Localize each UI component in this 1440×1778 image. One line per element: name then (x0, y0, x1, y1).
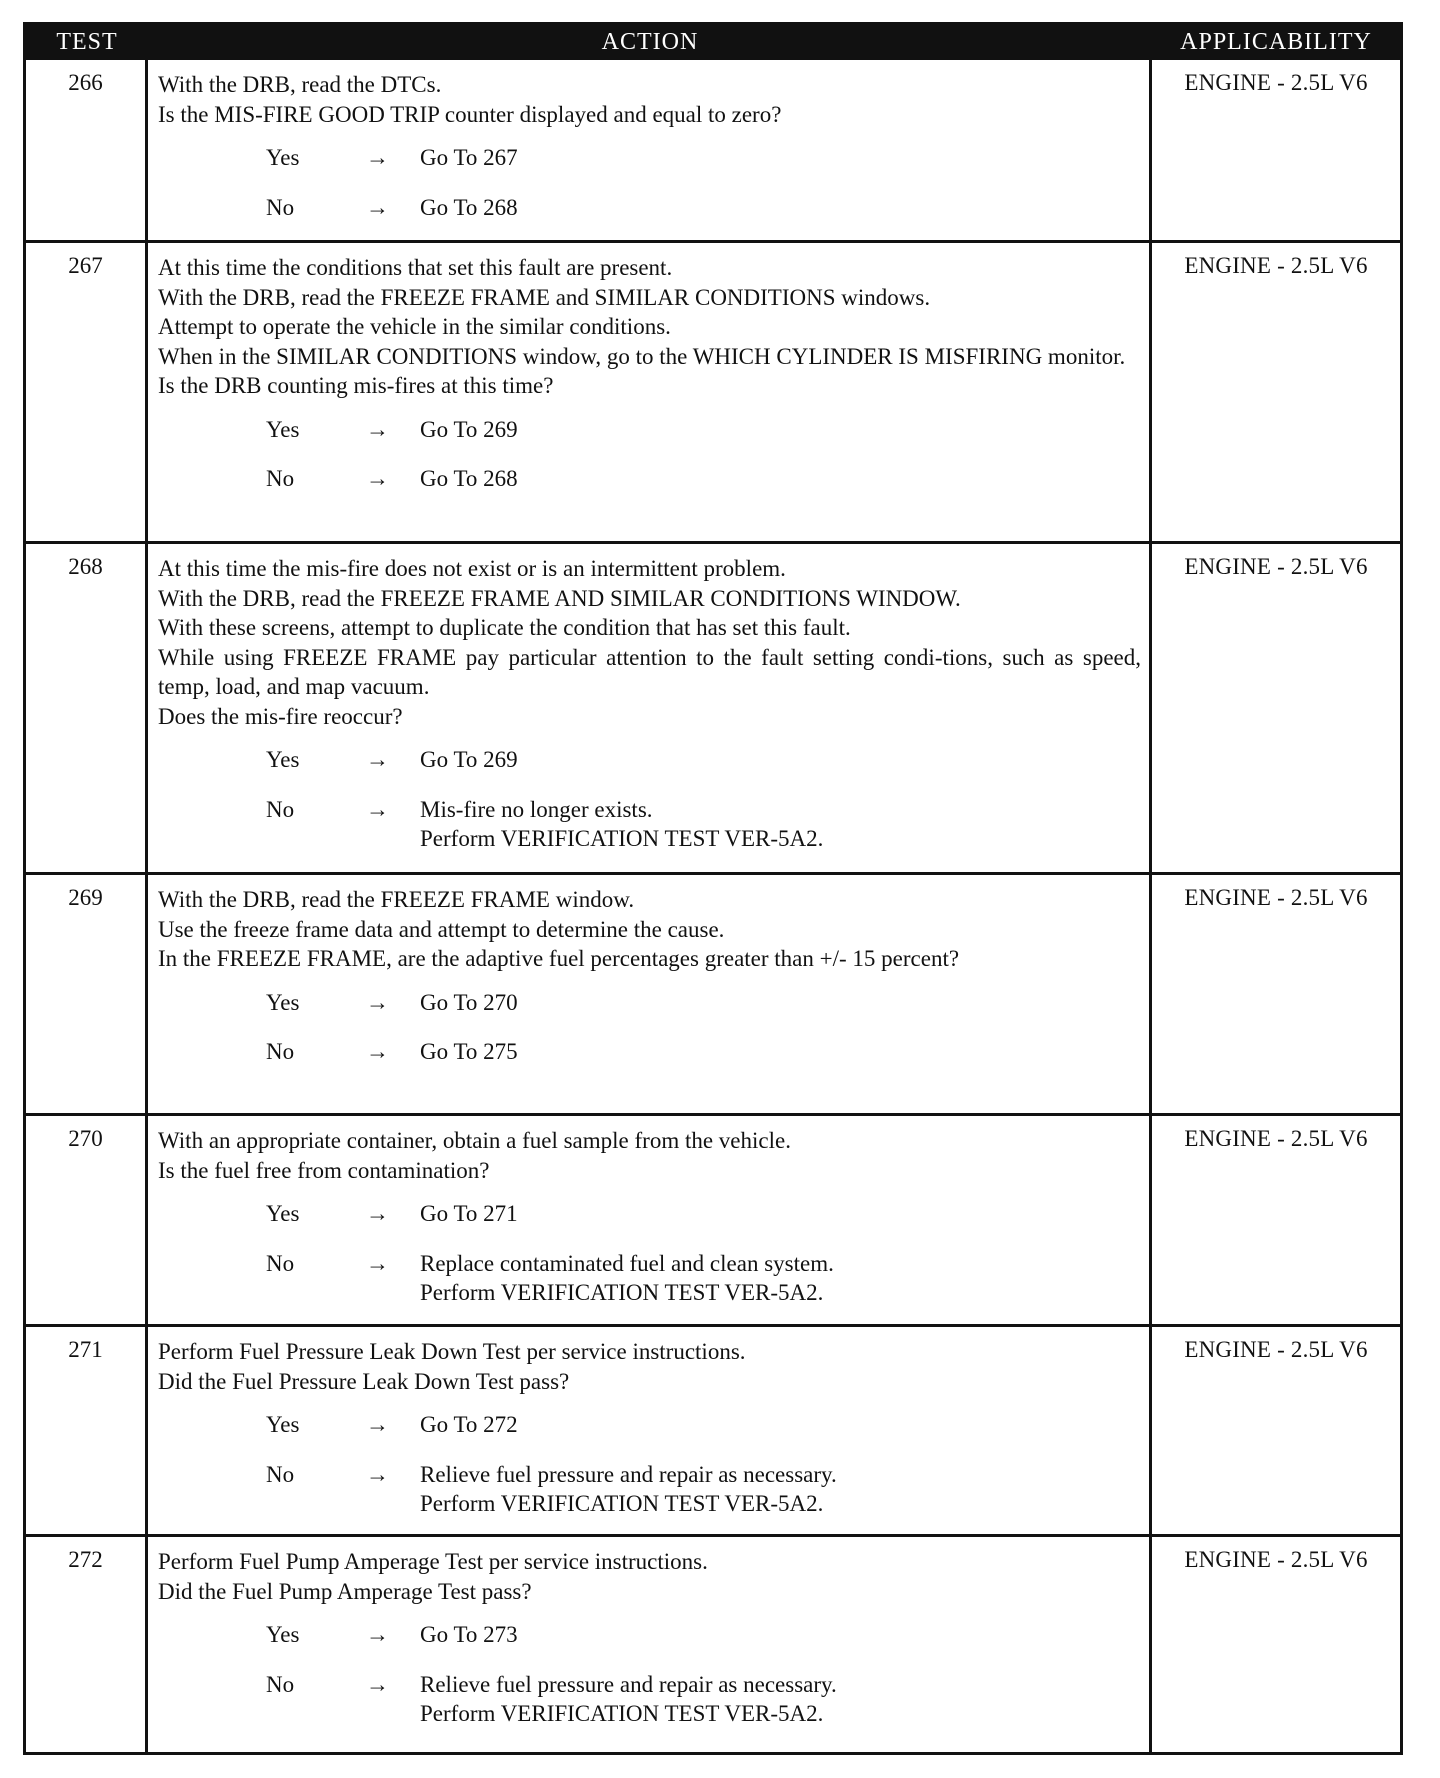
arrow-right-icon: → (366, 1412, 389, 1437)
outcome-list (158, 143, 1141, 222)
applicability: ENGINE - 2.5L V6 (1184, 1547, 1368, 1572)
action-text: With the DRB, read the FREEZE FRAME AND SIMILAR CONDITIONS WINDOW. (158, 585, 961, 611)
arrow-right-icon: → (366, 1250, 389, 1276)
outcome-label: No (266, 466, 295, 491)
action-cell (148, 243, 1152, 541)
outcome-list (158, 988, 1141, 1067)
action-cell (148, 60, 1152, 242)
arrow-right-icon: → (366, 989, 389, 1015)
outcome-result (420, 745, 1141, 775)
outcome-result (420, 143, 1141, 173)
action-text: Perform Fuel Pump Amperage Test per service instructions. (158, 1549, 708, 1574)
arrow-right-icon: → (366, 466, 389, 491)
header-action: ACTION (601, 29, 699, 55)
result-text: Go To 268 (420, 466, 518, 491)
result-text: Relieve fuel pressure and repair as necessary. (420, 1461, 837, 1487)
outcome-label: No (266, 1461, 295, 1487)
applicability: ENGINE - 2.5L V6 (1184, 554, 1368, 579)
table-row (26, 872, 1400, 1113)
applicability: ENGINE - 2.5L V6 (1184, 1126, 1368, 1151)
applicability: ENGINE - 2.5L V6 (1184, 70, 1368, 95)
action-cell (148, 544, 1152, 874)
test-number: 270 (26, 1116, 148, 1328)
action-text: Is the DRB counting mis-fires at this time? (158, 373, 554, 398)
action-text: Attempt to operate the vehicle in the similar conditions. (158, 314, 671, 339)
action-cell (148, 1327, 1152, 1539)
outcome-yes (266, 745, 1141, 775)
outcome-no (266, 1037, 1141, 1067)
outcome-label: Yes (266, 145, 300, 170)
outcome-list (158, 745, 1141, 854)
action-cell (148, 1116, 1152, 1328)
table-header (26, 25, 1400, 60)
outcome-label: Yes (266, 1622, 300, 1647)
outcome-yes (266, 143, 1141, 173)
outcome-list (158, 1620, 1141, 1729)
outcome-result (420, 1199, 1141, 1229)
action-text: With the DRB, read the FREEZE FRAME window. (158, 887, 635, 912)
result-text: Replace contaminated fuel and clean system. (420, 1250, 834, 1276)
table-row (26, 541, 1400, 872)
action-text: With the DRB, read the DTCs. (158, 72, 442, 97)
outcome-no (266, 1670, 1141, 1729)
outcome-no (266, 464, 1141, 494)
result-text: Go To 269 (420, 416, 518, 442)
outcome-label: No (266, 194, 295, 220)
action-text: Is the fuel free from contamination? (158, 1157, 490, 1183)
arrow-right-icon: → (366, 1461, 389, 1487)
outcome-list (158, 415, 1141, 494)
action-text: While using FREEZE FRAME pay particular attention to the fault setting condi-tions, such as speed, temp, load, and map vacuum. (158, 644, 1141, 699)
outcome-no (266, 1249, 1141, 1308)
outcome-result (420, 415, 1141, 445)
arrow-right-icon: → (366, 416, 389, 442)
arrow-right-icon: → (366, 1671, 389, 1697)
outcome-label: No (266, 1250, 295, 1276)
outcome-label: Yes (266, 1412, 300, 1437)
result-text: Relieve fuel pressure and repair as necessary. (420, 1671, 837, 1697)
outcome-result (420, 988, 1141, 1018)
result-text: Go To 269 (420, 747, 518, 772)
arrow-right-icon: → (366, 1622, 389, 1647)
header-test: TEST (56, 29, 118, 55)
action-cell (148, 875, 1152, 1113)
outcome-result (420, 1037, 1141, 1067)
applicability: ENGINE - 2.5L V6 (1184, 885, 1368, 910)
result-text: Go To 267 (420, 145, 518, 170)
outcome-label: No (266, 1671, 295, 1697)
outcome-result (420, 193, 1141, 223)
action-text: With these screens, attempt to duplicate the condition that has set this fault. (158, 615, 851, 640)
header-applicability: APPLICABILITY (1180, 29, 1372, 55)
outcome-label: No (266, 796, 295, 822)
outcome-result (420, 1620, 1141, 1650)
result-text: Perform VERIFICATION TEST VER-5A2. (420, 1491, 824, 1516)
table-row (26, 1113, 1400, 1324)
action-text: At this time the mis-fire does not exist or is an intermittent problem. (158, 556, 786, 581)
result-text: Perform VERIFICATION TEST VER-5A2. (420, 1701, 824, 1726)
outcome-label: No (266, 1039, 295, 1064)
test-number: 271 (26, 1327, 148, 1539)
action-text: With the DRB, read the FREEZE FRAME and SIMILAR CONDITIONS windows. (158, 284, 931, 310)
result-text: Go To 271 (420, 1201, 518, 1226)
test-number: 268 (26, 544, 148, 874)
outcome-label: Yes (266, 747, 300, 772)
test-number: 267 (26, 243, 148, 541)
outcome-yes (266, 988, 1141, 1018)
outcome-result (420, 1410, 1141, 1440)
applicability: ENGINE - 2.5L V6 (1184, 1337, 1368, 1362)
table-row (26, 240, 1400, 541)
outcome-result (420, 464, 1141, 494)
action-text: Perform Fuel Pressure Leak Down Test per service instructions. (158, 1339, 746, 1364)
test-number: 266 (26, 60, 148, 242)
action-text: Did the Fuel Pump Amperage Test pass? (158, 1578, 532, 1604)
outcome-label: Yes (266, 989, 300, 1015)
outcome-label: Yes (266, 1201, 300, 1226)
result-text: Perform VERIFICATION TEST VER-5A2. (420, 1280, 824, 1305)
result-text: Perform VERIFICATION TEST VER-5A2. (420, 826, 824, 851)
table-row (26, 60, 1400, 240)
outcome-list (158, 1199, 1141, 1308)
outcome-label: Yes (266, 416, 300, 442)
action-text: In the FREEZE FRAME, are the adaptive fuel percentages greater than +/- 15 percent? (158, 946, 960, 971)
outcome-no (266, 1460, 1141, 1519)
arrow-right-icon: → (366, 1039, 389, 1064)
result-text: Mis-fire no longer exists. (420, 796, 653, 822)
outcome-yes (266, 1199, 1141, 1229)
result-text: Go To 268 (420, 194, 518, 220)
action-cell (148, 1537, 1152, 1752)
action-text: When in the SIMILAR CONDITIONS window, go to the WHICH CYLINDER IS MISFIRING monitor. (158, 343, 1126, 369)
arrow-right-icon: → (366, 747, 389, 772)
outcome-yes (266, 1620, 1141, 1650)
result-text: Go To 273 (420, 1622, 518, 1647)
action-text: Is the MIS-FIRE GOOD TRIP counter displayed and equal to zero? (158, 101, 782, 127)
result-text: Go To 275 (420, 1039, 518, 1064)
action-text: Use the freeze frame data and attempt to determine the cause. (158, 916, 725, 942)
outcome-result (420, 1249, 1141, 1308)
outcome-yes (266, 415, 1141, 445)
outcome-no (266, 795, 1141, 854)
applicability: ENGINE - 2.5L V6 (1184, 253, 1368, 278)
action-text: At this time the conditions that set this fault are present. (158, 255, 673, 280)
outcome-result (420, 1460, 1141, 1519)
action-text: Does the mis-fire reoccur? (158, 703, 403, 729)
outcome-result (420, 795, 1141, 854)
outcome-list (158, 1410, 1141, 1519)
result-text: Go To 272 (420, 1412, 518, 1437)
action-text: Did the Fuel Pressure Leak Down Test pass? (158, 1368, 570, 1394)
table-row (26, 1324, 1400, 1534)
table-row (26, 1534, 1400, 1752)
result-text: Go To 270 (420, 989, 518, 1015)
outcome-result (420, 1670, 1141, 1729)
table-body (26, 60, 1400, 1752)
arrow-right-icon: → (366, 194, 389, 220)
arrow-right-icon: → (366, 1201, 389, 1226)
arrow-right-icon: → (366, 145, 389, 170)
diagnostic-test-table (23, 22, 1403, 1755)
action-text: With an appropriate container, obtain a fuel sample from the vehicle. (158, 1128, 791, 1153)
arrow-right-icon: → (366, 796, 389, 822)
test-number: 272 (26, 1537, 148, 1752)
outcome-yes (266, 1410, 1141, 1440)
outcome-no (266, 193, 1141, 223)
test-number: 269 (26, 875, 148, 1113)
